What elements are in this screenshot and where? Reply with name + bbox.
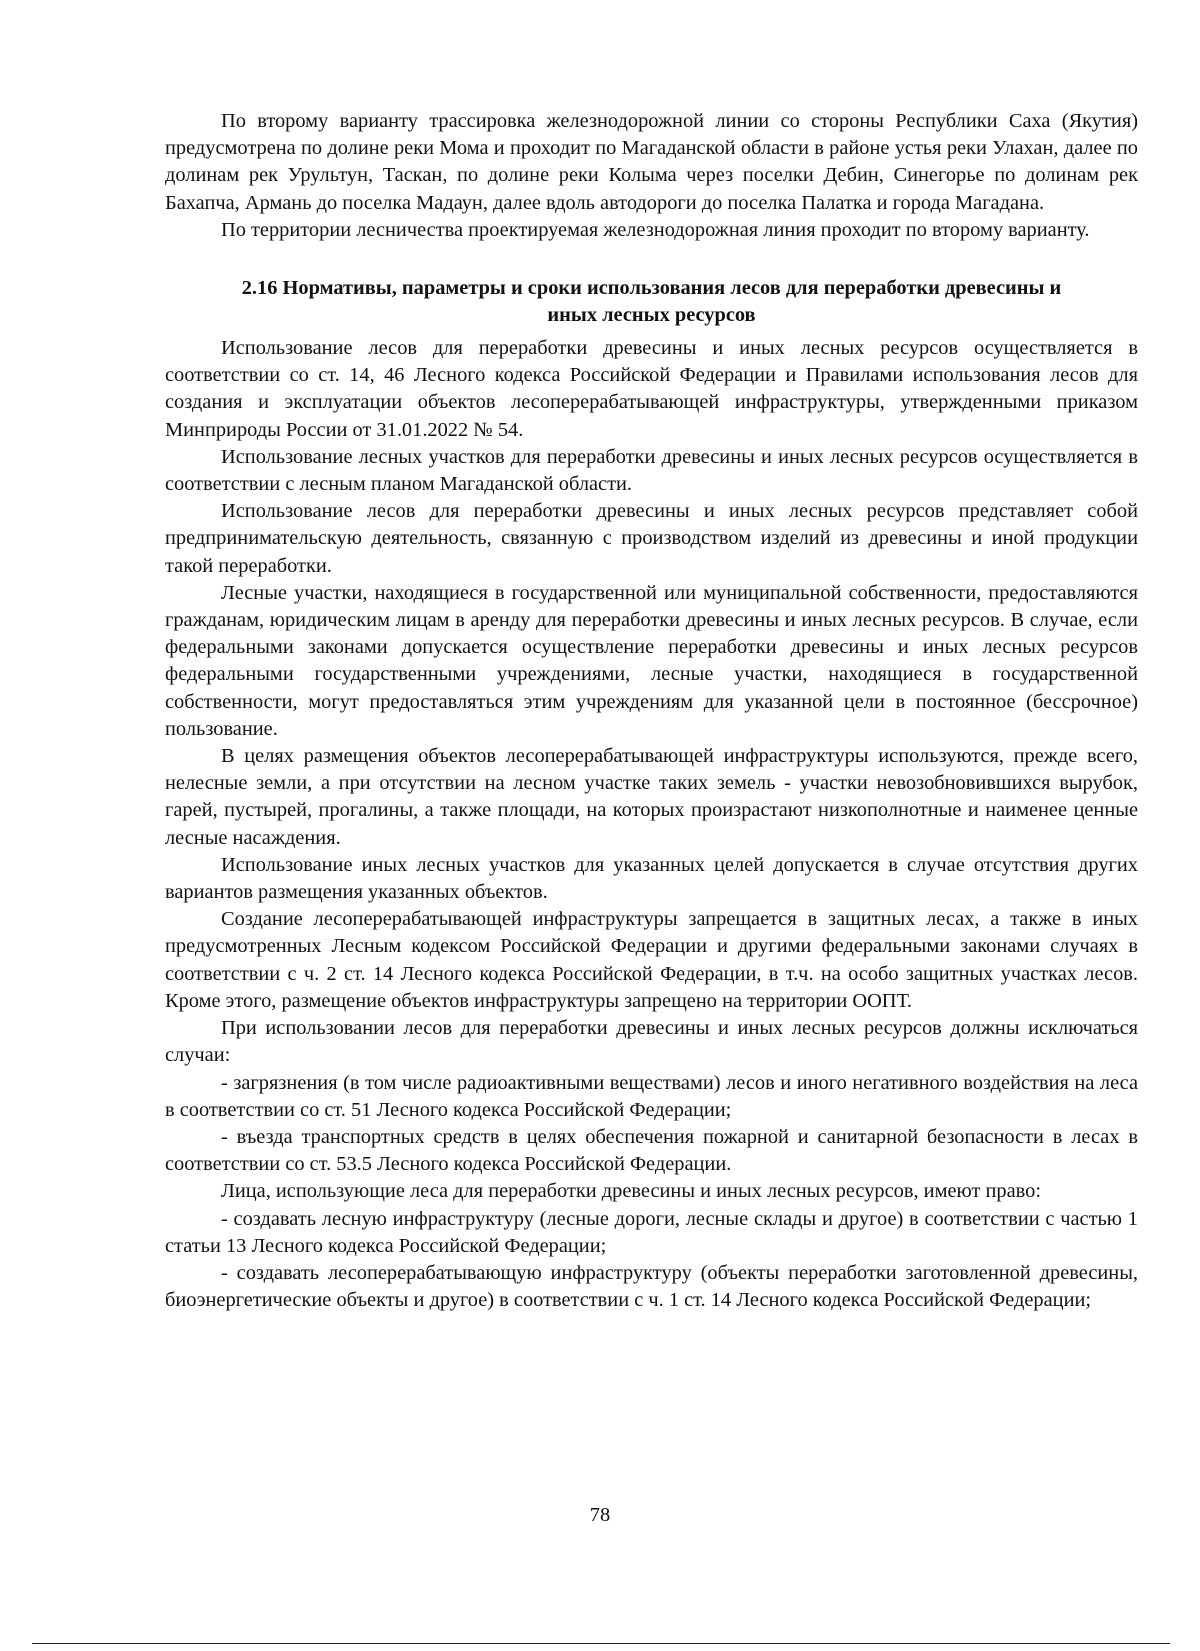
document-page [165,108,1138,1314]
body-paragraph: В целях размещения объектов лесоперерабатывающей инфраструктуры используются, прежде всего, нелесные земли, а при отсутствии на лесном участке таких земель - участки невозобновившихся вырубок, гарей, пустырей, прогалины, а также площади, на которых произрастают низкополнотные и наименее ценные лесные насаждения. [165,745,1138,849]
body-paragraph: По второму варианту трассировка железнодорожной линии со стороны Республики Саха (Якутия) предусмотрена по долине реки Мома и проходит по Магаданской области в районе устья реки Улахан, далее по долинам рек Урультун, Таскан, по долине реки Колыма через поселки Дебин, Синегорье по долинам рек Бахапча, Армань до поселка Мадаун, далее вдоль автодороги до поселка Палатка и города Магадана. [165,110,1138,214]
body-paragraph: Лесные участки, находящиеся в государственной или муниципальной собственности, предоставляются гражданам, юридическим лицам в аренду для переработки древесины и иных лесных ресурсов. В случае, если федеральными законами допускается осуществление переработки древесины и иных лесных ресурсов федеральными государственными учреждениями, лесные участки, находящиеся в государственной собственности, могут предоставляться этим учреждениям для указанной цели в постоянное (бессрочное) пользование. [165,581,1138,740]
list-item: - создавать лесоперерабатывающую инфраструктуру (объекты переработки заготовленной древесины, биоэнергетические объекты и другое) в соответствии с ч. 1 ст. 14 Лесного кодекса Российской Федерации; [165,1261,1138,1312]
body-paragraph: Создание лесоперерабатывающей инфраструктуры запрещается в защитных лесах, а также в иных предусмотренных Лесным кодексом Российской Федерации и другими федеральными законами случаях в соответствии с ч. 2 ст. 14 Лесного кодекса Российской Федерации, в т.ч. на особо защитных участках лесов. Кроме этого, размещение объектов инфраструктуры запрещено на территории ООПТ. [165,908,1138,1012]
body-paragraph: По территории лесничества проектируемая железнодорожная линия проходит по второму варианту. [221,218,1090,241]
page-number: 78 [589,1504,611,1526]
body-paragraph: Использование лесов для переработки древесины и иных лесных ресурсов осуществляется в соответствии со ст. 14, 46 Лесного кодекса Российской Федерации и Правилами использования лесов для создания и эксплуатации объектов лесоперерабатывающей инфраструктуры, утвержденными приказом Минприроды России от 31.01.2022 № 54. [165,337,1138,441]
body-paragraph: Использование иных лесных участков для указанных целей допускается в случае отсутствия других вариантов размещения указанных объектов. [165,853,1138,904]
body-paragraph: Использование лесов для переработки древесины и иных лесных ресурсов представляет собой предпринимательскую деятельность, связанную с производством изделий из древесины и иной продукции такой переработки. [165,500,1138,577]
body-paragraph: Использование лесных участков для переработки древесины и иных лесных ресурсов осуществляется в соответствии с лесным планом Магаданской области. [165,445,1138,496]
body-paragraph: Лица, использующие леса для переработки древесины и иных лесных ресурсов, имеют право: [221,1180,1041,1203]
body-paragraph: При использовании лесов для переработки древесины и иных лесных ресурсов должны исключаться случаи: [165,1017,1138,1067]
list-item: - загрязнения (в том числе радиоактивными веществами) лесов и иного негативного воздействия на леса в соответствии со ст. 51 Лесного кодекса Российской Федерации; [165,1071,1138,1121]
list-item: - въезда транспортных средств в целях обеспечения пожарной и санитарной безопасности в лесах в соответствии со ст. 53.5 Лесного кодекса Российской Федерации. [165,1125,1138,1176]
footer-divider [32,1643,1170,1644]
list-item: - создавать лесную инфраструктуру (лесные дороги, лесные склады и другое) в соответствии с частью 1 статьи 13 Лесного кодекса Российской Федерации; [165,1207,1138,1257]
section-heading-line: 2.16 Нормативы, параметры и сроки использования лесов для переработки древесины и [241,277,1062,300]
section-heading [165,275,1138,329]
section-heading-line: иных лесных ресурсов [547,304,756,327]
